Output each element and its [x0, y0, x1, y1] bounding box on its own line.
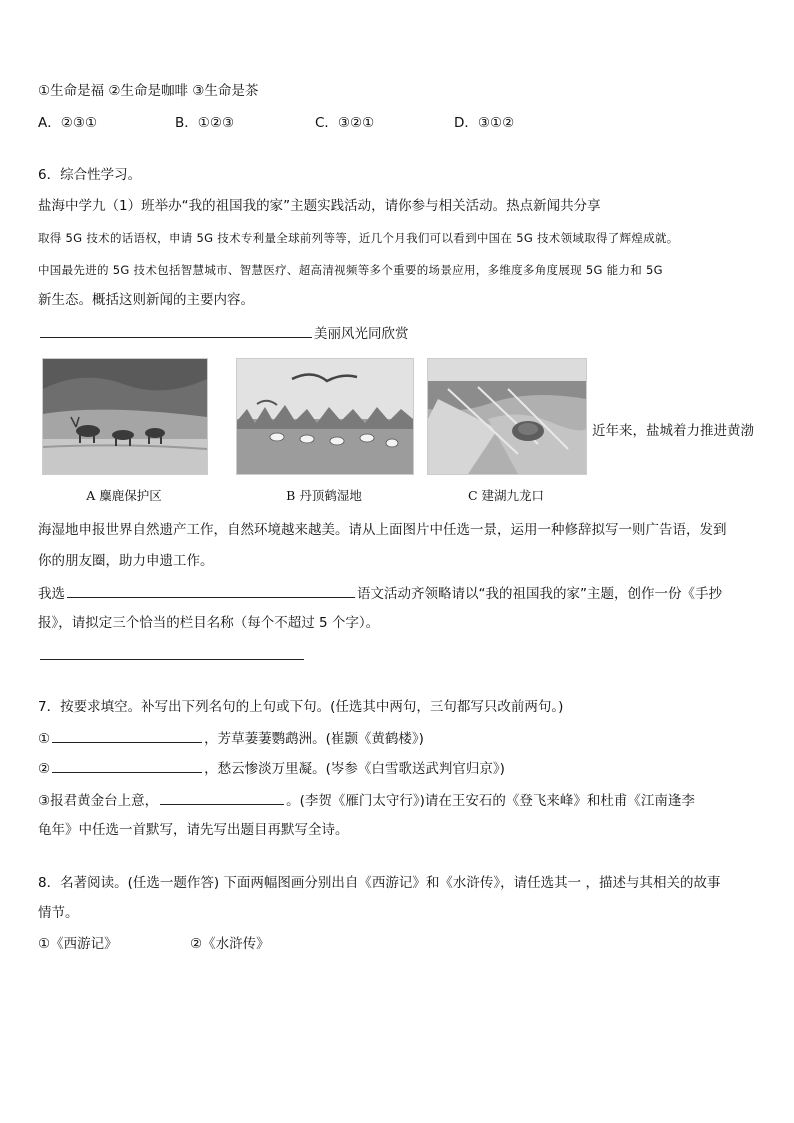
crane-wetland-photo: [236, 358, 414, 475]
elk-reserve-image: [43, 359, 207, 474]
q8-title: 8．名著阅读。(任选一题作答) 下面两幅图画分别出自《西游记》和《水浒传》，请任选其一 ，描述与其相关的故事: [38, 875, 721, 891]
q7-line-2: [38, 758, 505, 778]
jiulongkou-image: [428, 359, 586, 474]
q7-line-2-text: ，愁云惨淡万里凝。(岑参《白雪歌送武判官归京》): [204, 761, 505, 777]
q7-line-1-number: ①: [38, 731, 51, 747]
q7-line-3-suffix: 。(李贺《雁门太守行》)请在王安石的《登飞来峰》和杜甫《江南逢李: [286, 793, 695, 809]
q7-blank-2[interactable]: [52, 758, 202, 773]
q6-news-line-1: 取得 5G 技术的话语权，申请 5G 技术专利量全球前列等等，近几个月我们可以看到中国在 5G 技术领域取得了辉煌成就。: [38, 231, 679, 245]
q7-line-3-text: ③报君黄金台上意，: [38, 793, 159, 809]
q7-line-3: [38, 790, 695, 810]
q5-option-b[interactable]: B．①②③: [175, 115, 235, 131]
summary-answer-blank[interactable]: [40, 323, 312, 338]
q6-tail-line-1: 语文活动齐领略请以“我的祖国我的家”主题，创作一份《手抄: [357, 586, 722, 602]
caption-elk-reserve: A 麋鹿保护区: [86, 488, 162, 503]
elk-reserve-photo: [42, 358, 208, 475]
caption-crane-wetland: B 丹顶鹤湿地: [286, 488, 362, 503]
q8-options: [38, 935, 270, 953]
q5-option-d[interactable]: D．③①②: [454, 115, 515, 131]
crane-wetland-image: [237, 359, 413, 474]
q7-blank-3[interactable]: [160, 790, 284, 805]
q7-line-1: [38, 728, 424, 748]
q8-option-journey-west[interactable]: ①《西游记》: [38, 936, 118, 952]
q6-tail-line-2: 报》，请拟定三个恰当的栏目名称（每个不超过 5 个字）。: [38, 615, 380, 631]
q5-options: [38, 114, 514, 132]
q6-news-line-2: 中国最先进的 5G 技术包括智慧城市、智慧医疗、超高清视频等多个重要的场景应用，多维度多角度展现 5G 能力和 5G: [38, 263, 663, 277]
scenery-label: 美丽风光同欣赏: [314, 326, 409, 342]
q6-intro: 盐海中学九（1）班举办“我的祖国我的家”主题实践活动，请你参与相关活动。热点新闻共分享: [38, 198, 601, 214]
q6-choose-row: [38, 583, 722, 603]
q5-option-a[interactable]: A．②③①: [38, 115, 98, 131]
q5-items: ①生命是福 ②生命是咖啡 ③生命是茶: [38, 83, 259, 99]
q6-scenery-row: [38, 323, 409, 343]
q6-paragraph-2: 你的朋友圈，助力申遗工作。: [38, 553, 214, 569]
q5-option-c[interactable]: C．③②①: [315, 115, 375, 131]
choose-label: 我选: [38, 586, 65, 602]
q7-title: 7．按要求填空。补写出下列名句的上句或下句。(任选其中两句，三句都写只改前两句。): [38, 699, 564, 715]
q8-title-cont: 情节。: [38, 905, 79, 921]
q6-paragraph-1: 海湿地申报世界自然遗产工作，自然环境越来越美。请从上面图片中任选一景，运用一种修辞拟写一则广告语，发到: [38, 522, 727, 538]
q7-line-1-text: ，芳草萋萋鹦鹉洲。(崔颢《黄鹤楼》): [204, 731, 424, 747]
jiulongkou-photo: [427, 358, 587, 475]
q6-news-line-3: 新生态。概括这则新闻的主要内容。: [38, 292, 254, 308]
caption-jiulongkou: C 建湖九龙口: [467, 488, 545, 503]
q7-line-3-cont: 龟年》中任选一首默写，请先写出题目再默写全诗。: [38, 822, 349, 838]
q8-option-water-margin[interactable]: ②《水浒传》: [190, 936, 270, 952]
q6-title: 6．综合性学习。: [38, 167, 142, 183]
q7-blank-1[interactable]: [52, 728, 202, 743]
column-names-blank[interactable]: [40, 645, 304, 660]
q7-line-2-number: ②: [38, 761, 51, 777]
column-names-row: [38, 645, 306, 665]
q6-side-text: 近年来，盐城着力推进黄渤: [592, 423, 754, 439]
ad-slogan-blank[interactable]: [67, 583, 355, 598]
